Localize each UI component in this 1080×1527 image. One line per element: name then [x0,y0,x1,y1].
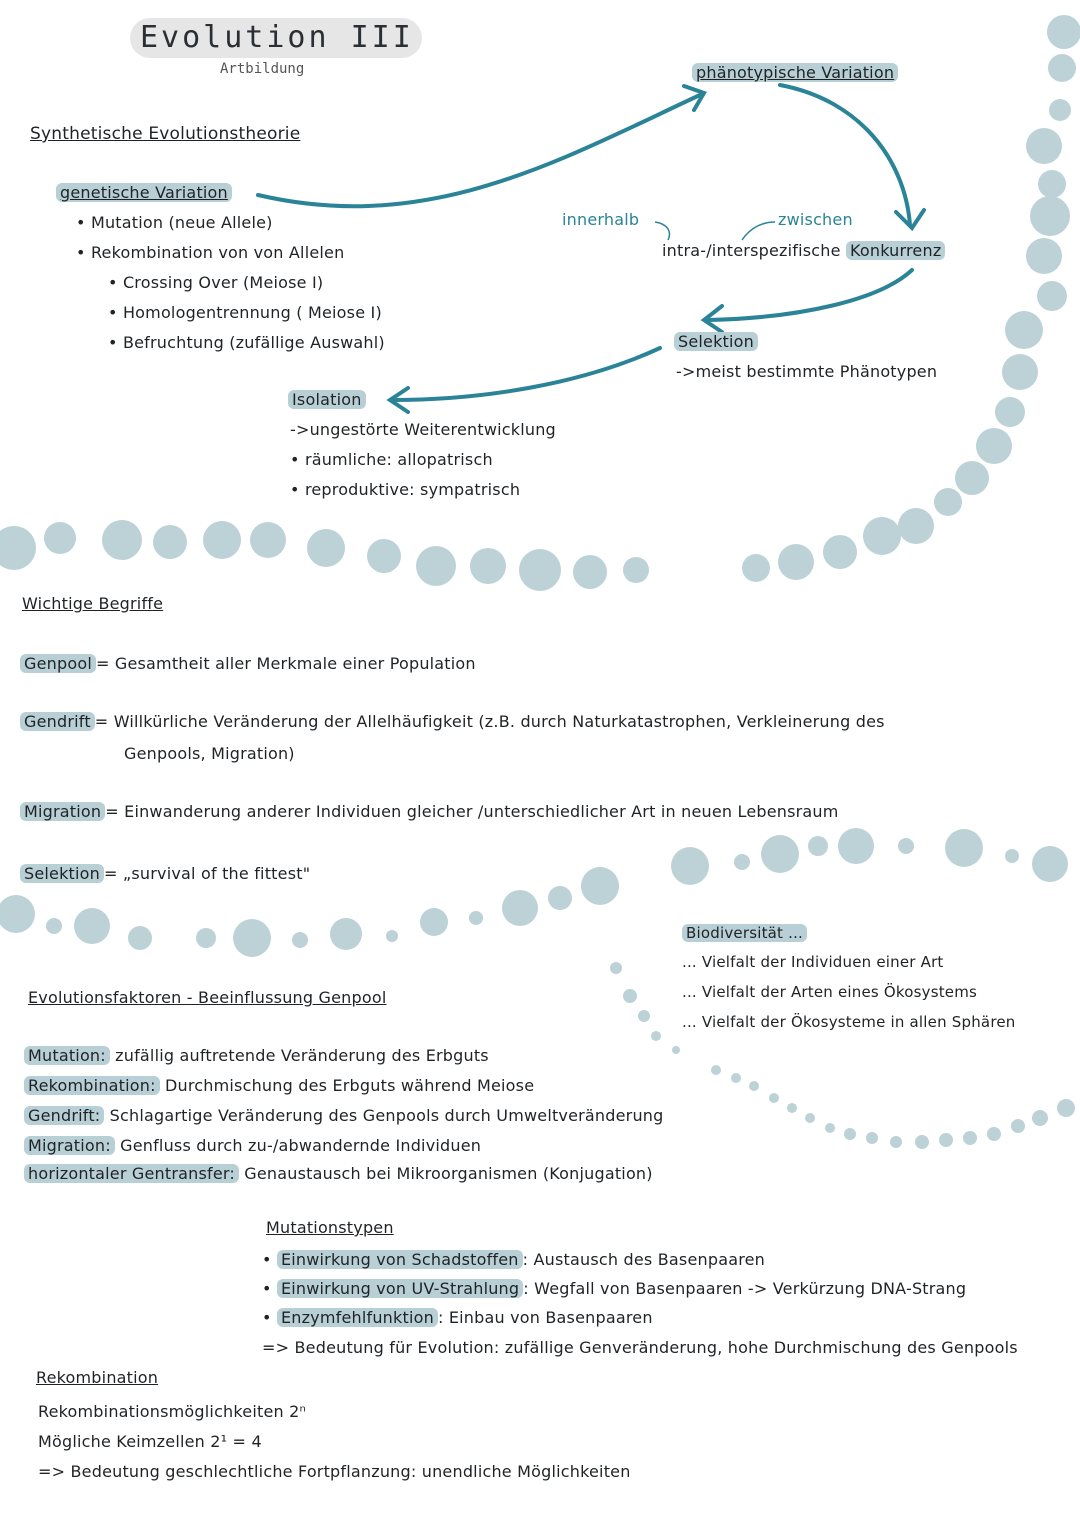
decor-dot [233,919,271,957]
selektion-note: ->meist bestimmte Phänotypen [676,362,938,381]
decor-dot [838,828,874,864]
migration-term: Migration [20,802,105,821]
decor-dot [1005,849,1019,863]
decor-dot [995,397,1025,427]
decor-dot [1032,846,1068,882]
decor-dot [805,1113,815,1123]
decor-dot [742,554,770,582]
decor-dot [519,549,561,591]
rekombination-line-1: Rekombinationsmöglichkeiten 2ⁿ [38,1402,307,1421]
page-title: Evolution III [140,20,414,55]
decor-dot [731,1073,741,1083]
mutationstyp-def: : Austausch des Basenpaaren [522,1250,766,1269]
faktor-def: Durchmischung des Erbguts während Meiose [159,1076,535,1095]
mutationstypen-bedeutung: => Bedeutung für Evolution: zufällige Genveränderung, hohe Durchmischung des Genpools [262,1338,1018,1357]
migration-def: = Einwanderung anderer Individuen gleicher /unterschiedlicher Art in neuen Lebensraum [105,802,839,821]
decor-dot [823,535,857,569]
faktor-term: Migration: [24,1136,115,1155]
selektion-term: Selektion [20,864,104,883]
konkurrenz-line [662,241,945,260]
decor-dot [502,890,538,926]
begriffe-heading: Wichtige Begriffe [22,594,164,613]
mutationstyp-item [262,1279,966,1298]
mutationstyp-term: Einwirkung von Schadstoffen [277,1250,523,1269]
decor-dot [963,1131,977,1145]
zwischen-label: zwischen [778,210,853,229]
decor-dot [734,854,750,870]
decor-dot [672,1046,680,1054]
decor-dot [1047,15,1080,49]
decor-dot [898,838,914,854]
faktor-item [24,1164,653,1183]
decor-dot [548,886,572,910]
mutationstyp-term: Enzymfehlfunktion [277,1308,438,1327]
decor-dot [46,918,62,934]
rekombination-line-2: Mögliche Keimzellen 2¹ = 4 [38,1432,262,1451]
selektion-def: = „survival of the fittest" [104,864,311,883]
faktor-term: Gendrift: [24,1106,104,1125]
decor-dot [581,867,619,905]
mutation-item: • Mutation (neue Allele) [76,213,273,232]
faktor-def: Genfluss durch zu-/abwandernde Individuen [114,1136,482,1155]
decor-dot [623,557,649,583]
decor-dot [153,525,187,559]
decor-dot [945,829,983,867]
decor-dot [330,918,362,950]
mutationstyp-def: : Einbau von Basenpaaren [437,1308,653,1327]
decor-dot [939,1133,953,1147]
faktor-item [24,1046,489,1065]
decor-dot [367,539,401,573]
decor-dot [416,546,456,586]
decor-dot [863,517,901,555]
innerhalb-label: innerhalb [562,210,640,229]
crossing-over-item: • Crossing Over (Meiose I) [108,273,323,292]
homologentrennung-item: • Homologentrennung ( Meiose I) [108,303,382,322]
mutationstyp-item [262,1308,653,1327]
genpool-definition [20,654,476,673]
decor-dot [651,1031,661,1041]
reproduktiv-item: • reproduktive: sympatrisch [290,480,520,499]
decor-dot [769,1093,779,1103]
faktor-term: Rekombination: [24,1076,160,1095]
decor-dot [955,461,989,495]
befruchtung-item: • Befruchtung (zufällige Auswahl) [108,333,385,352]
genpool-term: Genpool [20,654,96,673]
biodiversitaet-line-3: ... Vielfalt der Ökosysteme in allen Sphären [682,1013,1016,1031]
decor-dot [0,895,35,933]
decor-dot [671,847,709,885]
decor-dot [420,908,448,936]
decor-dot [749,1081,759,1091]
konkurrenz-prefix: intra-/interspezifische [662,241,841,260]
migration-definition [20,802,839,821]
decor-dot [623,989,637,1003]
decor-dot [787,1103,797,1113]
biodiversitaet-line-2: ... Vielfalt der Arten eines Ökosystems [682,983,978,1001]
decor-dot [778,544,814,580]
decor-dot [0,526,36,570]
decor-dot [711,1065,721,1075]
synth-heading: Synthetische Evolutionstheorie [30,124,301,144]
gendrift-def-cont: Genpools, Migration) [124,744,295,763]
gendrift-def: = Willkürliche Veränderung der Allelhäufigkeit (z.B. durch Naturkatastrophen, Verkleinerung des [94,712,885,731]
decor-dot [74,908,110,944]
decor-dot [610,962,622,974]
decor-dot [386,930,398,942]
rekombination-heading: Rekombination [36,1368,159,1387]
decor-dot [196,928,216,948]
decor-dot [128,926,152,950]
mutationstypen-heading: Mutationstypen [266,1218,394,1237]
mutationstyp-item [262,1250,765,1269]
decor-dot [1048,54,1076,82]
faktor-item [24,1106,664,1125]
raeumlich-item: • räumliche: allopatrisch [290,450,493,469]
decor-dot [102,520,142,560]
decor-dot [825,1123,835,1133]
decor-dot [844,1128,856,1140]
faktor-item [24,1136,481,1155]
decor-dot [898,508,934,544]
decor-dot [1049,99,1071,121]
decor-dot [203,521,241,559]
faktor-term: horizontaler Gentransfer: [24,1164,239,1183]
rekombination-item: • Rekombination von von Allelen [76,243,344,262]
konkurrenz-label: Konkurrenz [846,241,945,260]
decor-dot [1026,128,1062,164]
decor-dot [250,522,286,558]
decor-dot [1057,1099,1075,1117]
decor-dot [469,911,483,925]
decor-dot [1005,311,1043,349]
decor-dot [976,428,1012,464]
faktor-def: zufällig auftretende Veränderung des Erbguts [109,1046,489,1065]
page-subtitle: Artbildung [220,61,305,77]
faktor-def: Genaustausch bei Mikroorganismen (Konjugation) [239,1164,653,1183]
decor-dot [573,555,607,589]
decor-dot [890,1136,902,1148]
decor-dot [292,932,308,948]
biodiversitaet-heading: Biodiversität ... [682,924,807,942]
biodiversitaet-line-1: ... Vielfalt der Individuen einer Art [682,953,944,971]
faktor-item [24,1076,534,1095]
phenotypic-variation-label: phänotypische Variation [692,63,898,82]
mutationstyp-term: Einwirkung von UV-Strahlung [277,1279,523,1298]
decor-dot [470,548,506,584]
decor-dot [915,1135,929,1149]
decor-dot [1002,354,1038,390]
decor-dot [307,529,345,567]
selektion-definition [20,864,310,883]
decor-dot [866,1132,878,1144]
selektion-label: Selektion [674,332,758,351]
decor-dot [987,1127,1001,1141]
gendrift-term: Gendrift [20,712,95,731]
isolation-label: Isolation [288,390,366,409]
decor-dot [1037,281,1067,311]
gendrift-definition [20,712,885,731]
faktor-def: Schlagartige Veränderung des Genpools durch Umweltveränderung [104,1106,664,1125]
genetic-variation-label: genetische Variation [56,183,232,202]
decor-dot [1026,238,1062,274]
rekombination-line-3: => Bedeutung geschlechtliche Fortpflanzung: unendliche Möglichkeiten [38,1462,631,1481]
decor-dot [1011,1119,1025,1133]
genpool-def: = Gesamtheit aller Merkmale einer Population [95,654,476,673]
decor-dot [761,835,799,873]
mutationstyp-def: : Wegfall von Basenpaaren -> Verkürzung DNA-Strang [523,1279,967,1298]
decor-dot [1032,1110,1048,1126]
decor-dot [934,488,962,516]
faktor-term: Mutation: [24,1046,110,1065]
isolation-note: ->ungestörte Weiterentwicklung [290,420,556,439]
decor-dot [638,1010,650,1022]
decor-dot [1030,196,1070,236]
decor-dot [808,836,828,856]
faktoren-heading: Evolutionsfaktoren - Beeinflussung Genpool [28,988,387,1007]
decor-dot [1038,170,1066,198]
decor-dot [44,522,76,554]
